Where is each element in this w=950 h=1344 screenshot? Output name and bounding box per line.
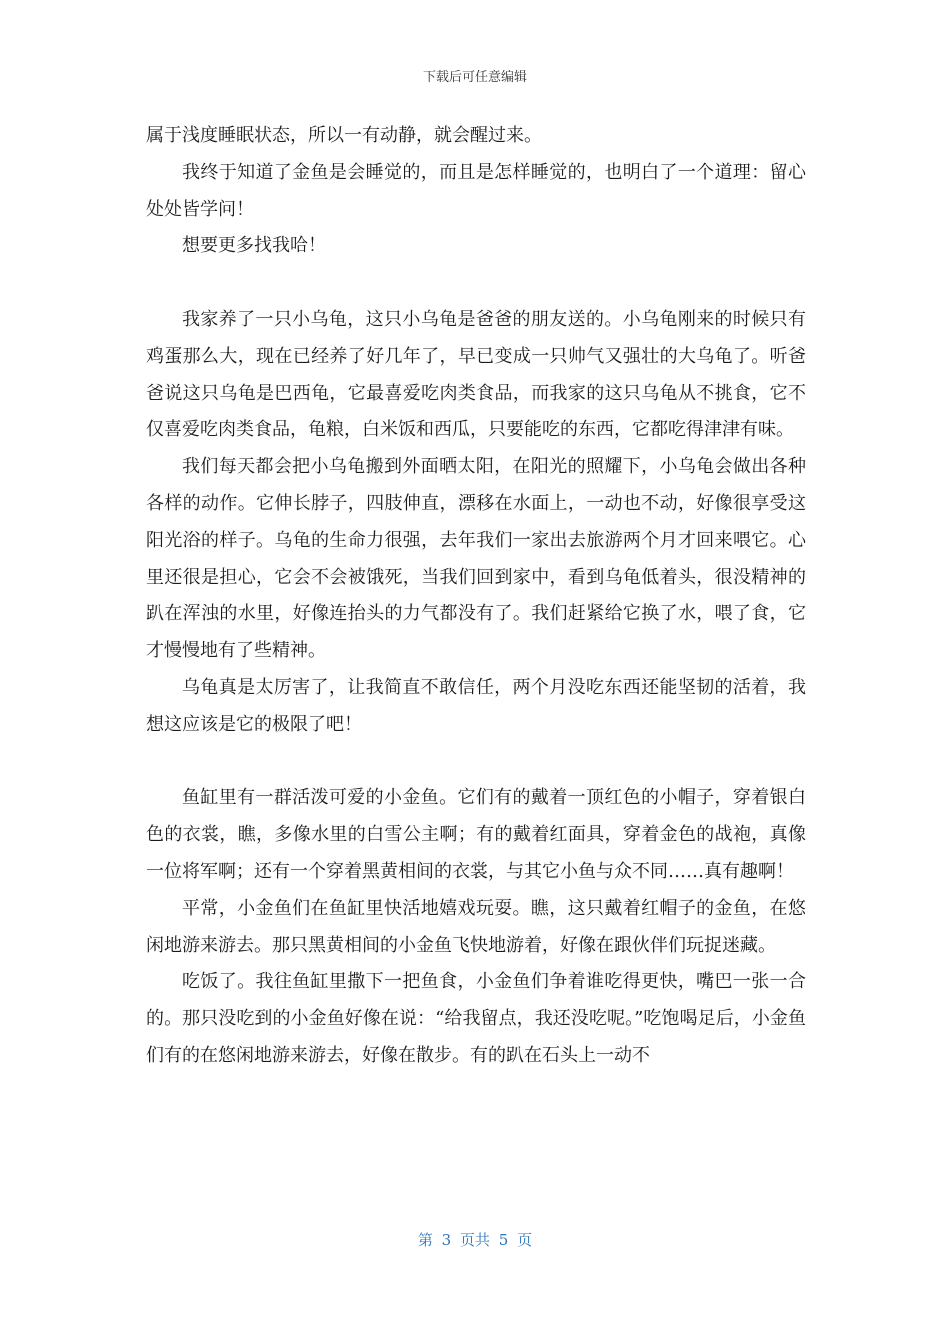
footer-total-pages: 5 — [498, 1231, 509, 1249]
paragraph: 属于浅度睡眠状态，所以一有动静，就会醒过来。 — [146, 125, 542, 146]
paragraph: 想要更多找我哈！ — [182, 235, 326, 257]
footer-middle: 页共 — [459, 1231, 490, 1249]
paragraph: 平常，小金鱼们在鱼缸里快活地嬉戏玩耍。瞧，这只戴着红帽子的金鱼，在悠闲地游来游去。那只黑黄相间的小金鱼飞快地游着，好像在跟伙伴们玩捉迷藏。 — [146, 897, 806, 956]
paragraph: 我家养了一只小乌龟，这只小乌龟是爸爸的朋友送的。小乌龟刚来的时候只有鸡蛋那么大，现在已经养了好几年了，早已变成一只帅气又强壮的大乌龟了。听爸爸说这只乌龟是巴西龟，它最喜爱吃肉类食品，而我家的这只乌龟从不挑食，它不仅喜爱吃肉类食品，龟粮，白米饭和西瓜，只要能吃的东西，它都吃得津津有味。 — [146, 308, 806, 441]
paragraph: 吃饭了。我往鱼缸里撒下一把鱼食，小金鱼们争着谁吃得更快，嘴巴一张一合的。那只没吃到的小金鱼好像在说：“给我留点，我还没吃呢。”吃饱喝足后，小金鱼们有的在悠闲地游来游去，好像在散步。有的趴在石头上一动不 — [146, 971, 806, 1066]
page-header: 下载后可任意编辑 — [422, 70, 527, 85]
paragraph: 乌龟真是太厉害了，让我简直不敢信任，两个月没吃东西还能坚韧的活着，我想这应该是它的极限了吧！ — [146, 676, 806, 735]
page-footer — [0, 1229, 950, 1250]
document-body — [146, 118, 806, 1075]
paragraph: 我终于知道了金鱼是会睡觉的，而且是怎样睡觉的，也明白了一个道理：留心处处皆学问！ — [146, 161, 806, 220]
section-gap — [146, 265, 806, 302]
section-gap — [146, 744, 806, 781]
footer-suffix: 页 — [517, 1231, 533, 1249]
footer-page-number: 3 — [441, 1231, 452, 1249]
paragraph: 我们每天都会把小乌龟搬到外面晒太阳，在阳光的照耀下，小乌龟会做出各种各样的动作。它伸长脖子，四肢伸直，漂移在水面上，一动也不动，好像很享受这阳光浴的样子。乌龟的生命力很强，去年我们一家出去旅游两个月才回来喂它。心里还很是担心，它会不会被饿死，当我们回到家中，看到乌龟低着头，很没精神的趴在浑浊的水里，好像连抬头的力气都没有了。我们赶紧给它换了水，喂了食，它才慢慢地有了些精神。 — [146, 456, 806, 662]
footer-prefix: 第 — [417, 1231, 433, 1249]
paragraph: 鱼缸里有一群活泼可爱的小金鱼。它们有的戴着一顶红色的小帽子，穿着银白色的衣裳，瞧，多像水里的白雪公主啊；有的戴着红面具，穿着金色的战袍，真像一位将军啊；还有一个穿着黑黄相间的衣裳，与其它小鱼与众不同……真有趣啊！ — [146, 787, 806, 882]
